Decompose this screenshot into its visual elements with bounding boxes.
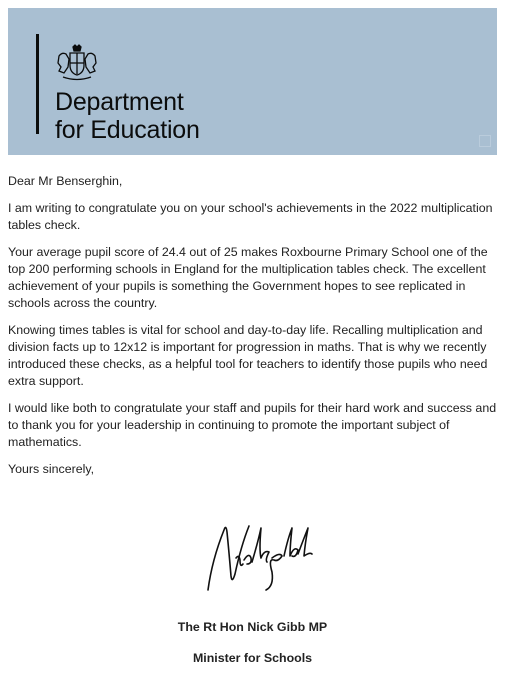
signatory-title: Minister for Schools: [192, 651, 313, 665]
department-line-2: for Education: [55, 116, 200, 144]
paragraph-3: Knowing times tables is vital for school and day-to-day life. Recalling multiplication and division facts up to 12x12 is important for progression in maths. That is why we recently introduced these checks, as a helpful tool for teachers to identify those pupils who need extra support.: [8, 323, 488, 388]
logo-divider: [36, 34, 39, 134]
department-name: [55, 88, 200, 144]
signatory-name: The Rt Hon Nick Gibb MP: [177, 620, 328, 634]
header-banner: [8, 8, 497, 155]
handwritten-signature: [200, 518, 320, 600]
letter-body: [8, 173, 498, 488]
department-line-1: Department: [55, 88, 184, 116]
paragraph-2: Your average pupil score of 24.4 out of 25 makes Roxbourne Primary School one of the top 200 performing schools in England for the multiplication tables check. The excellent achievement of your pupils is something the Government hopes to see replicated in schools across the country.: [8, 245, 488, 310]
expand-icon: [479, 135, 491, 147]
royal-crest-icon: [55, 44, 99, 82]
paragraph-1: I am writing to congratulate you on your school's achievements in the 2022 multiplication tables check.: [8, 201, 493, 232]
closing: Yours sincerely,: [8, 462, 95, 476]
paragraph-4: I would like both to congratulate your staff and pupils for their hard work and success and to thank you for your leadership in continuing to promote the important subject of mathematics.: [8, 401, 497, 449]
salutation: Dear Mr Benserghin,: [8, 174, 123, 188]
